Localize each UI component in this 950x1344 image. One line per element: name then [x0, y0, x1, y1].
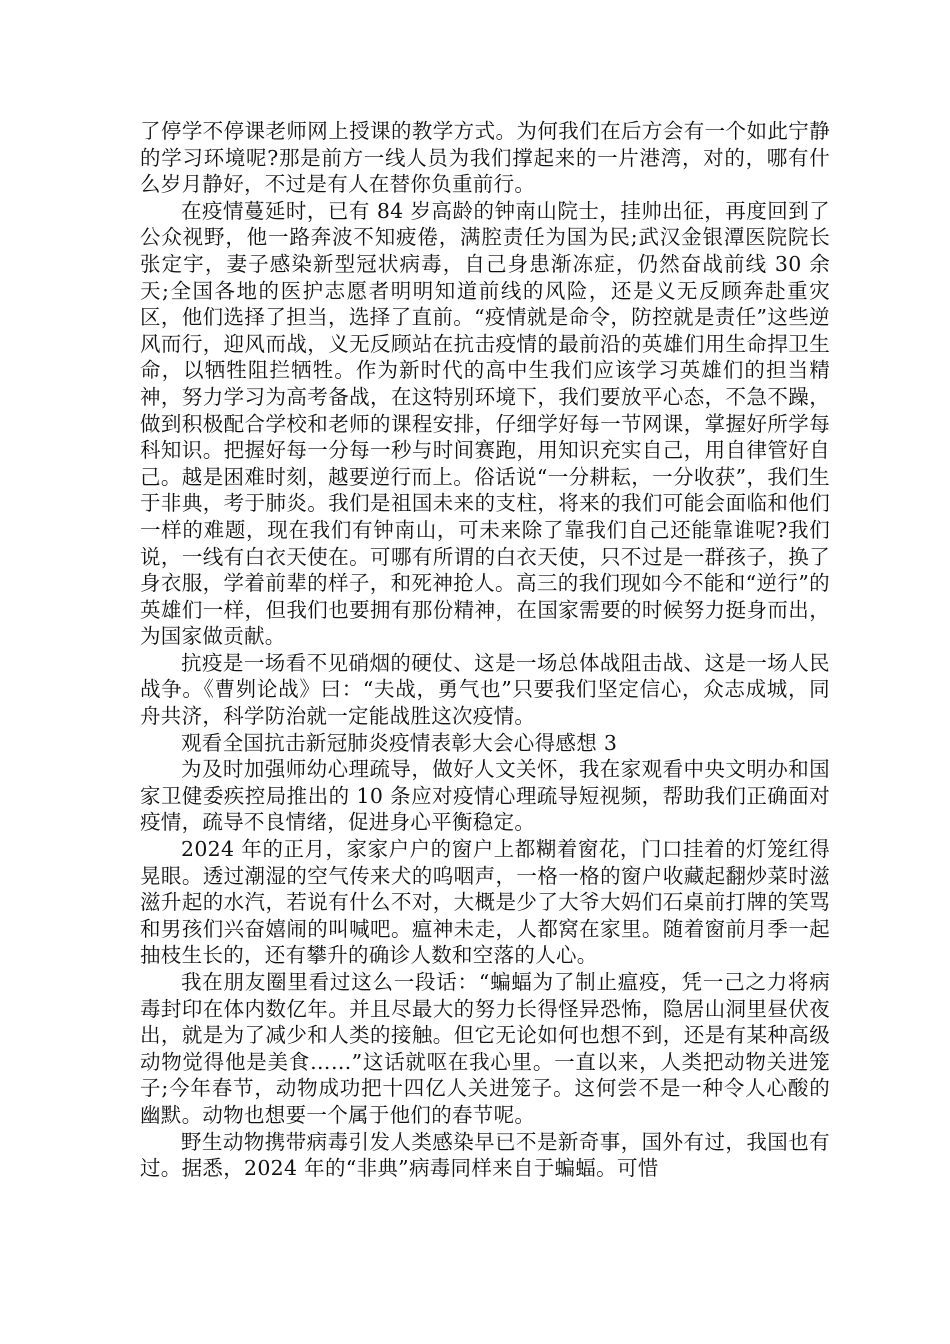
paragraph-6: 我在朋友圈里看过这么一段话：“蝙蝠为了制止瘟疫，凭一己之力将病毒封印在体内数亿年。并且尽最大的努力长得怪异恐怖，隐居山洞里昼伏夜出，就是为了减少和人类的接触。但它无论如何也想不到，还是有某种高级动物觉得他是美食……”这话就呕在我心里。一直以来，人类把动物关进笼子;今年春节，动物成功把十四亿人关进笼子。这何尝不是一种令人心酸的幽默。动物也想要一个属于他们的春节呢。 — [140, 970, 830, 1127]
paragraph-5: 2024 年的正月，家家户户的窗户上都糊着窗花，门口挂着的灯笼红得晃眼。透过潮湿的空气传来犬的呜咽声，一格一格的窗户收藏起翻炒菜时滋滋升起的水汽，若说有什么不对，大概是少了大爷大妈们石桌前打牌的笑骂和男孩们兴奋嬉闹的叫喊吧。瘟神未走，人都窝在家里。随着窗前月季一起抽枝生长的，还有攀升的确诊人数和空落的人心。 — [140, 837, 830, 968]
paragraph-3: 抗疫是一场看不见硝烟的硬仗、这是一场总体战阻击战、这是一场人民战争。《曹刿论战》曰：“夫战，勇气也”只要我们坚定信心，众志成城，同舟共济，科学防治就一定能战胜这次疫情。 — [140, 650, 830, 729]
section-heading: 观看全国抗击新冠肺炎疫情表彰大会心得感想 3 — [181, 730, 618, 755]
paragraph-4: 为及时加强师幼心理疏导，做好人文关怀，我在家观看中央文明办和国家卫健委疾控局推出的 10 条应对疫情心理疏导短视频，帮助我们正确面对疫情，疏导不良情绪，促进身心平衡稳定。 — [140, 757, 830, 835]
document-body — [140, 118, 830, 1182]
paragraph-1: 了停学不停课老师网上授课的教学方式。为何我们在后方会有一个如此宁静的学习环境呢?那是前方一线人员为我们撑起来的一片港湾，对的，哪有什么岁月静好，不过是有人在替你负重前行。 — [140, 119, 830, 197]
paragraph-2: 在疫情蔓延时，已有 84 岁高龄的钟南山院士，挂帅出征，再度回到了公众视野，他一路奔波不知疲倦，满腔责任为国为民;武汉金银潭医院院长张定宇，妻子感染新型冠状病毒，自己身患渐冻症，仍然奋战前线 30 余天;全国各地的医护志愿者明明知道前线的风险，还是义无反顾奔赴重灾区，他们选择了担当，选择了直前。“疫情就是命令，防控就是责任”这些逆风而行，迎风而战，义无反顾站在抗击疫情的最前沿的英雄们用生命捍卫生命，以牺牲阻拦牺牲。作为新时代的高中生我们应该学习英雄们的担当精神，努力学习为高考备战，在这特别环境下，我们要放平心态，不急不躁，做到积极配合学校和老师的课程安排，仔细学好每一节网课，掌握好所学每科知识。把握好每一分每一秒与时间赛跑，用知识充实自己，用自律管好自己。越是困难时刻，越要逆行而上。俗话说“一分耕耘，一分收获”，我们生于非典，考于肺炎。我们是祖国未来的支柱，将来的我们可能会面临和他们一样的难题，现在我们有钟南山，可未来除了靠我们自己还能靠谁呢?我们说，一线有白衣天使在。可哪有所谓的白衣天使，只不过是一群孩子，换了身衣服，学着前辈的样子，和死神抢人。高三的我们现如今不能和“逆行”的英雄们一样，但我们也要拥有那份精神，在国家需要的时候努力挺身而出，为国家做贡献。 — [140, 198, 830, 649]
paragraph-7: 野生动物携带病毒引发人类感染早已不是新奇事，国外有过，我国也有过。据悉，2024 年的“非典”病毒同样来自于蝙蝠。可惜 — [140, 1129, 830, 1181]
